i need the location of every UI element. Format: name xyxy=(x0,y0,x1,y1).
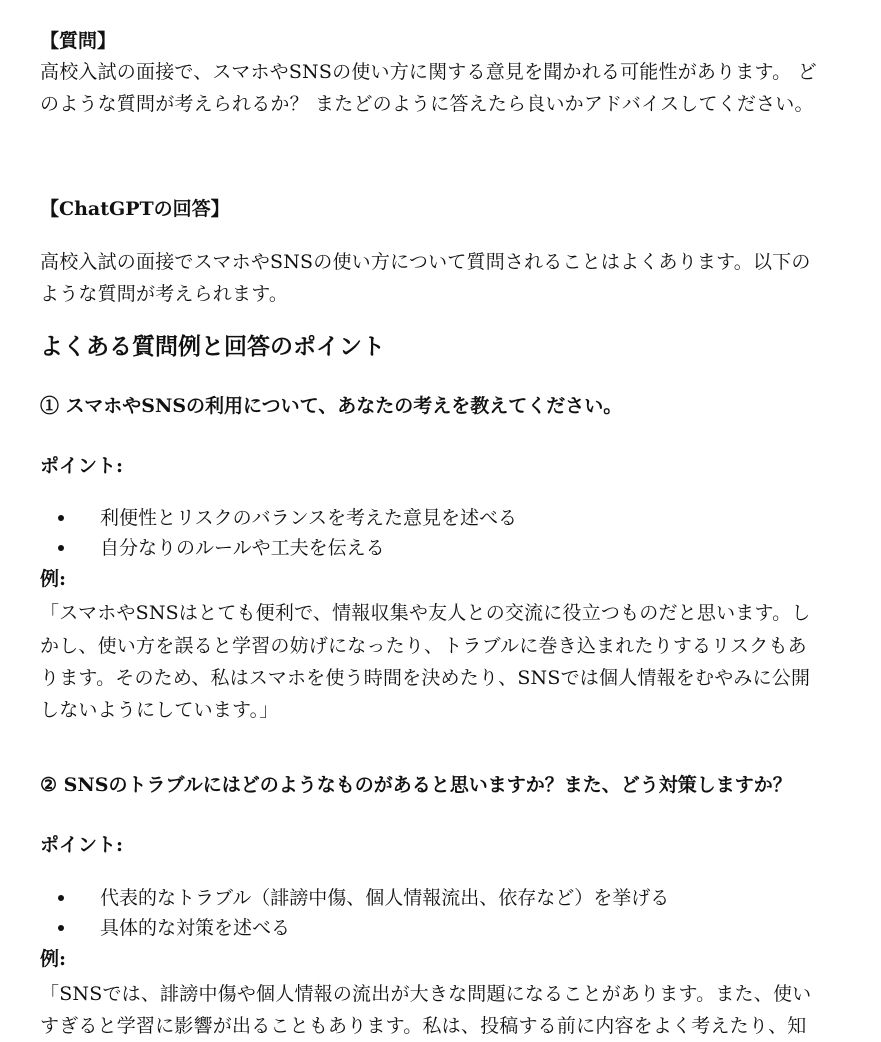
point-text: 利便性とリスクのバランスを考えた意見を述べる xyxy=(100,507,518,529)
point-text: 具体的な対策を述べる xyxy=(100,917,291,939)
bullet-icon xyxy=(58,925,64,931)
item-2-example-label: 例: xyxy=(40,948,67,970)
point-text: 代表的なトラブル（誹謗中傷、個人情報流出、依存など）を挙げる xyxy=(100,887,670,909)
section-heading: よくある質問例と回答のポイント xyxy=(40,333,385,360)
list-item xyxy=(40,913,669,943)
list-item xyxy=(40,883,669,913)
answer-intro-line-2: ような質問が考えられます。 xyxy=(40,283,289,305)
list-item xyxy=(40,503,517,533)
question-line-1: 高校入試の面接で、スマホやSNSの使い方に関する意見を聞かれる可能性があります。 ど xyxy=(40,61,817,83)
item-2-example-line-2: すぎると学習に影響が出ることもあります。私は、投稿する前に内容をよく考えたり、知 xyxy=(40,1015,807,1037)
question-label: 【質問】 xyxy=(40,30,117,52)
item-2-example-line-1: 「SNSでは、誹謗中傷や個人情報の流出が大きな問題になることがあります。また、使い xyxy=(40,983,812,1005)
item-1-example-label: 例: xyxy=(40,568,67,590)
item-1-points-label: ポイント: xyxy=(40,455,124,477)
item-2-question: ② SNSのトラブルにはどのようなものがあると思いますか？また、どう対策しますか？ xyxy=(40,774,792,796)
item-1-question: ① スマホやSNSの利用について、あなたの考えを教えてください。 xyxy=(40,395,623,417)
item-2-points-label: ポイント: xyxy=(40,834,124,856)
bullet-icon xyxy=(58,545,64,551)
bullet-icon xyxy=(58,895,64,901)
item-1-points-list xyxy=(40,503,517,563)
item-2-points-list xyxy=(40,883,669,943)
question-line-2: のような質問が考えられるか？ またどのように答えたら良いかアドバイスしてください。 xyxy=(40,93,814,115)
item-1-example-line-3: ります。そのため、私はスマホを使う時間を決めたり、SNSでは個人情報をむやみに公開 xyxy=(40,667,811,689)
answer-intro-line-1: 高校入試の面接でスマホやSNSの使い方について質問されることはよくあります。以下の xyxy=(40,251,811,273)
list-item xyxy=(40,533,517,563)
item-1-example-line-1: 「スマホやSNSはとても便利で、情報収集や友人との交流に役立つものだと思います。し xyxy=(40,602,811,624)
answer-label: 【ChatGPTの回答】 xyxy=(40,198,230,220)
bullet-icon xyxy=(58,515,64,521)
item-1-example-line-4: しないようにしています。」 xyxy=(40,699,279,721)
point-text: 自分なりのルールや工夫を伝える xyxy=(100,537,385,559)
item-1-example-line-2: かし、使い方を誤ると学習の妨げになったり、トラブルに巻き込まれたりするリスクもあ xyxy=(40,635,807,657)
